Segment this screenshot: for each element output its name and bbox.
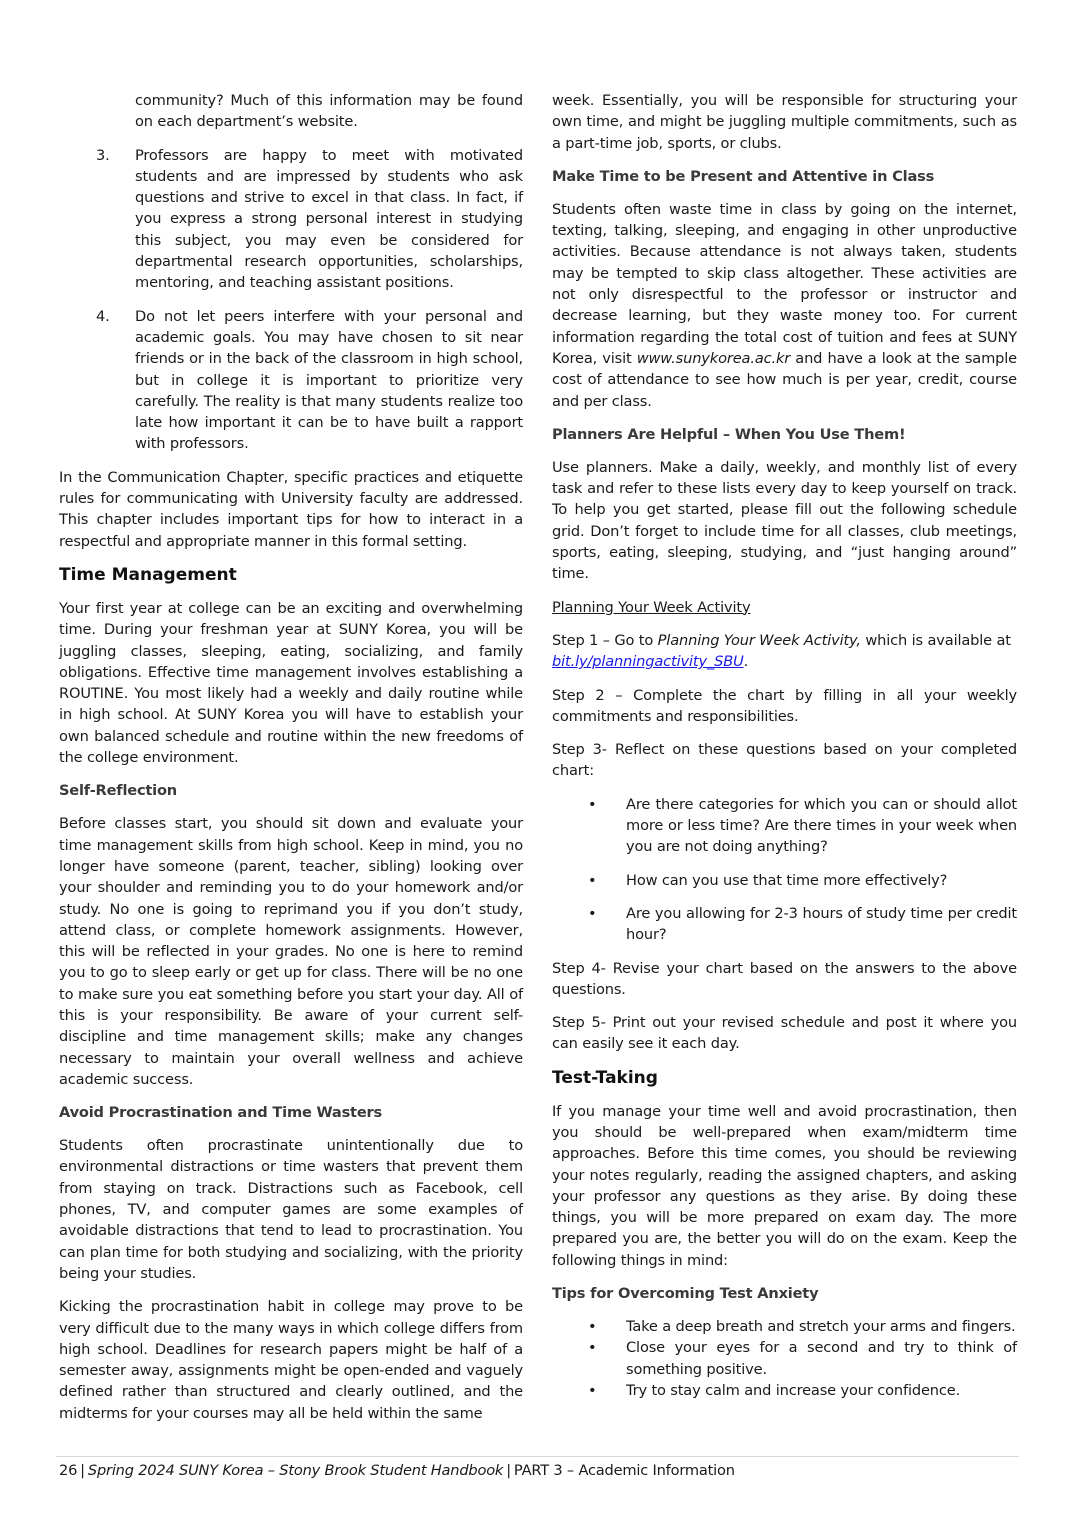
communication-paragraph: In the Communication Chapter, specific practices and etiquette rules for communicating with University faculty are addressed. This chapter includes important tips for how to interact in a respectful and appropriate manner in this formal setting.	[59, 468, 523, 550]
present-in-class-paragraph	[552, 199, 1017, 412]
list-item-text: Try to stay calm and increase your confidence.	[626, 1381, 961, 1399]
right-column	[552, 90, 1017, 1413]
list-item	[59, 145, 523, 294]
paragraph-text: and have a look at the sample cost of attendance to see how much is per year, credit, course and per class.	[552, 349, 1017, 410]
list-item-text: Take a deep breath and stretch your arms and fingers.	[626, 1318, 1016, 1336]
test-anxiety-tips-list	[552, 1316, 1017, 1401]
list-item	[552, 870, 1017, 891]
procrastination-paragraph-1: Students often procrastinate unintentionally due to environmental distractions or time wasters that prevent them from staying on track. Distractions such as Facebook, cell phones, TV, and computer games are some examples of avoidable distractions that tend to lead to procrastination. You can plan time for both studying and socializing, with the priority being your studies.	[59, 1137, 523, 1282]
procrastination-heading: Avoid Procrastination and Time Wasters	[59, 1104, 383, 1122]
list-item-text: Are there categories for which you can or should allot more or less time? Are there times in your week when you are not doing anything?	[626, 795, 1017, 856]
reflection-questions-list	[552, 794, 1017, 946]
test-taking-paragraph: If you manage your time well and avoid procrastination, then you should be well-prepared when exam/midterm time approaches. Before this time comes, you should be reviewing your notes regularly, reading the assigned chapters, and asking your professor any questions as they arise. By doing these things, you will be more prepared on exam day. The more prepared you are, the better you will do on the exam. Keep the following things in mind:	[552, 1102, 1017, 1269]
step-4: Step 4- Revise your chart based on the answers to the above questions.	[552, 959, 1017, 998]
step-text: which is available at	[860, 631, 1011, 649]
list-item	[59, 306, 523, 455]
page-number: 26	[59, 1462, 78, 1479]
section-title: PART 3 – Academic Information	[513, 1462, 735, 1479]
planning-activity-link[interactable]: bit.ly/planningactivity_SBU	[552, 653, 744, 671]
step-1	[552, 630, 1017, 673]
planners-paragraph: Use planners. Make a daily, weekly, and monthly list of every task and refer to these lists every day to keep yourself on track. To help you get started, please fill out the following schedule grid. Don’t forget to include time for all classes, club meetings, sports, eating, sleeping, studying, and “just hanging around” time.	[552, 458, 1017, 583]
time-management-paragraph: Your first year at college can be an exciting and overwhelming time. During your freshman year at SUNY Korea, you will be juggling classes, sleeping, eating, socializing, and family obligations. Effective time management involves establishing a ROUTINE. You most likely had a weekly and daily routine while in high school. At SUNY Korea you will have to establish your own balanced schedule and routine within the new freedoms of the college environment.	[59, 599, 523, 767]
footer-divider	[56, 1456, 1019, 1457]
left-column	[59, 90, 523, 1436]
test-taking-heading: Test-Taking	[552, 1067, 658, 1088]
step-5: Step 5- Print out your revised schedule and post it where you can easily see it each day.	[552, 1014, 1017, 1053]
procrastination-paragraph-2: Kicking the procrastination habit in college may prove to be very difficult due to the many ways in which college differs from high school. Deadlines for research papers might be half of a semester away, assignments might be open-ended and vaguely defined rather than structured and clearly outlined, and the midterms for your courses may all be held within the same	[59, 1298, 523, 1422]
list-item-text: Close your eyes for a second and try to think of something positive.	[626, 1339, 1017, 1378]
list-item	[552, 794, 1017, 858]
continuation-text: community? Much of this information may be found on each department’s website.	[135, 92, 523, 131]
page-footer	[59, 1461, 735, 1481]
step-text: .	[743, 653, 749, 671]
time-management-heading: Time Management	[59, 564, 237, 585]
activity-title: Planning Your Week Activity,	[657, 631, 861, 649]
step-2: Step 2 – Complete the chart by filling in all your weekly commitments and responsibilities.	[552, 686, 1017, 725]
list-item	[552, 1380, 1017, 1401]
bullet-icon: •	[588, 1381, 597, 1399]
list-number: 4.	[96, 307, 110, 325]
planning-activity-heading: Planning Your Week Activity	[552, 598, 751, 616]
bullet-icon: •	[588, 795, 597, 813]
paragraph-text: Students often waste time in class by going on the internet, texting, talking, sleeping, and engaging in other unproductive activities. Because attendance is not always taken, students may be tempted to skip class altogether. These activities are not only disrespectful to the professor or instructor and decrease learning, but they waste money too. For current information regarding the total cost of tuition and fees at SUNY Korea, visit	[552, 200, 1017, 367]
list-number: 3.	[96, 146, 110, 164]
handbook-title: Spring 2024 SUNY Korea – Stony Brook Student Handbook	[87, 1462, 504, 1479]
step-text: Step 1 – Go to	[552, 631, 658, 649]
footer-separator: |	[80, 1462, 85, 1479]
test-anxiety-heading: Tips for Overcoming Test Anxiety	[552, 1285, 819, 1303]
footer-separator: |	[506, 1462, 511, 1479]
present-in-class-heading: Make Time to be Present and Attentive in Class	[552, 167, 935, 185]
list-item-text: Professors are happy to meet with motivated students and are impressed by students who ask questions and strive to excel in that class. In fact, if you express a strong personal interest in studying this subject, you may even be considered for departmental research opportunities, scholarships, mentoring, and teaching assistant positions.	[135, 146, 523, 292]
numbered-list	[59, 145, 523, 455]
bullet-icon: •	[588, 904, 597, 922]
website-reference: www.sunykorea.ac.kr	[636, 349, 791, 367]
bullet-icon: •	[588, 1318, 597, 1336]
list-item-text: Do not let peers interfere with your personal and academic goals. You may have chosen to sit near friends or in the back of the classroom in high school, but in college it is important to prioritize very carefully. The reality is that many students realize too late how important it can be to have built a rapport with professors.	[135, 307, 523, 453]
step-3: Step 3- Reflect on these questions based on your completed chart:	[552, 741, 1017, 780]
list-item	[552, 1337, 1017, 1380]
list-item-text: Are you allowing for 2-3 hours of study time per credit hour?	[626, 904, 1017, 944]
list-item	[552, 1316, 1017, 1337]
planners-heading: Planners Are Helpful – When You Use Them!	[552, 425, 906, 443]
continuation-text: week. Essentially, you will be responsible for structuring your own time, and might be juggling multiple commitments, such as a part-time job, sports, or clubs.	[552, 92, 1017, 152]
list-item	[552, 903, 1017, 946]
bullet-icon: •	[588, 871, 597, 889]
bullet-icon: •	[588, 1339, 597, 1357]
self-reflection-paragraph: Before classes start, you should sit down and evaluate your time management skills from high school. Keep in mind, you no longer have someone (parent, teacher, sibling) looking over your shoulder and reminding you to do your homework and/or study. No one is going to reprimand you if you don’t study, attend class, or complete homework assignments. However, this will be reflected in your grades. No one is here to remind you to go to sleep early or get up for class. There will be no one to make sure you eat something before you start your day. All of this is your responsibility. Be aware of your current self-discipline and time management skills; make any changes necessary to maintain your overall wellness and achieve academic success.	[59, 815, 523, 1088]
list-item-text: How can you use that time more effectively?	[626, 871, 948, 889]
self-reflection-heading: Self-Reflection	[59, 782, 177, 800]
